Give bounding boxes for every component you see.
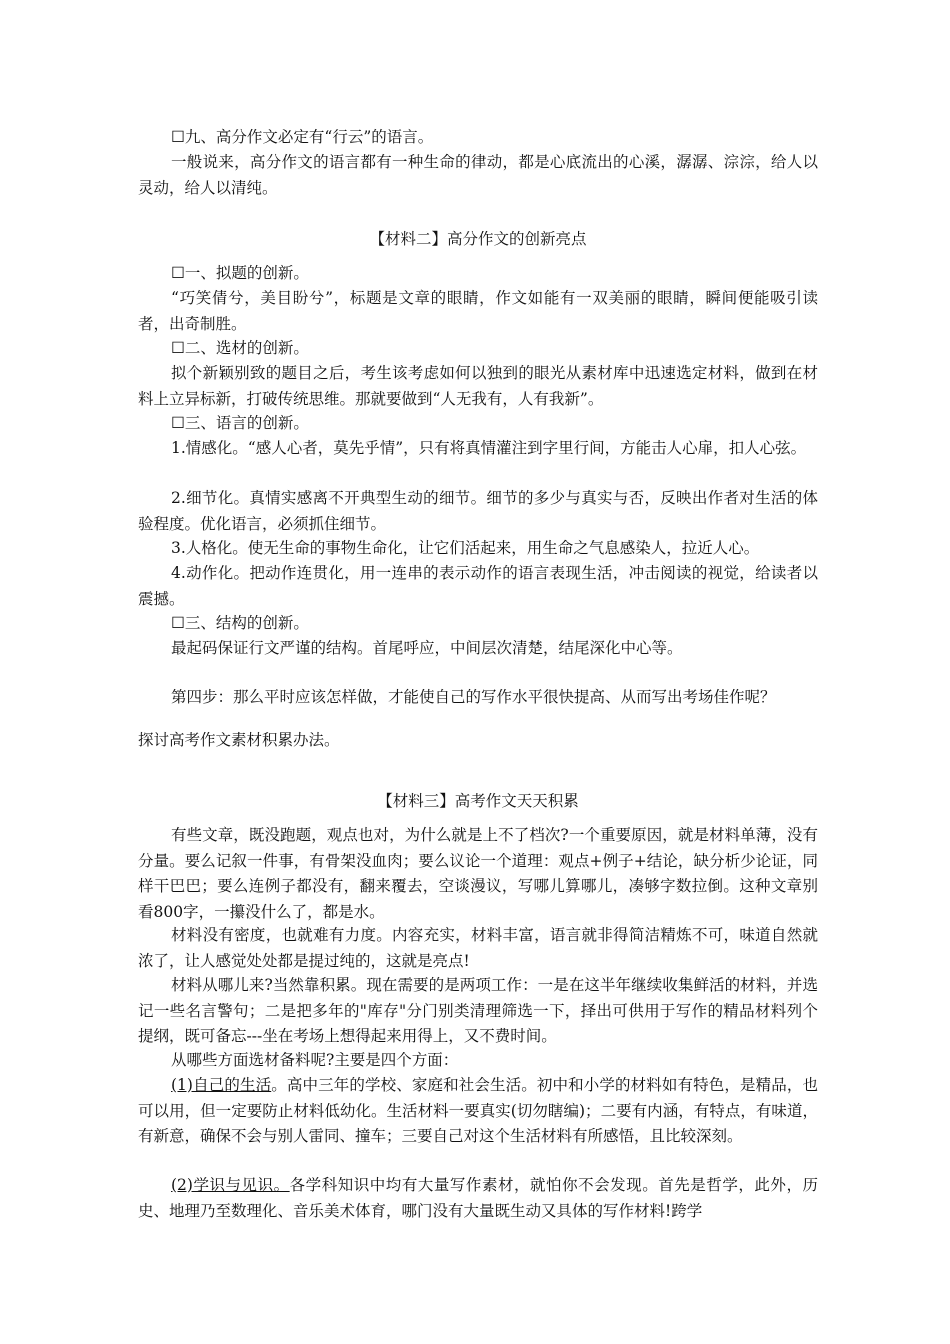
material3-para2: 材料没有密度，也就难有力度。内容充实，材料丰富，语言就非得简洁精炼不可，味道自然就浓了，让人感觉处处都是提过纯的，这就是亮点! — [138, 926, 818, 970]
material2-s3-item3: 3.人格化。使无生命的事物生命化，让它们活起来，用生命之气息感染人，拉近人心。 — [171, 539, 760, 557]
material2-s3-item1: 1.情感化。“感人心者，莫先乎情”，只有将真情灌注到字里行间，方能击人心扉，扣人心弦。 — [171, 439, 807, 457]
material2-s4-title: ☐三、结构的创新。 — [171, 614, 309, 632]
point2-body: 各学科知识中均有大量写作素材，就怕你不会发现。首先是哲学，此外，历史、地理乃至数理化、音乐美术体育，哪门没有大量既生动又具体的写作材料!跨学 — [138, 1176, 818, 1220]
material3-para3: 材料从哪儿来?当然靠积累。现在需要的是两项工作：一是在这半年继续收集鲜活的材料，并选记一些名言警句；二是把多年的"库存"分门别类清理筛选一下，择出可供用于写作的精品材料列个提纲，既可备忘---坐在考场上想得起来用得上，又不费时间。 — [138, 976, 818, 1045]
material2-s3-item4: 4.动作化。把动作连贯化，用一连串的表示动作的语言表现生活，冲击阅读的视觉，给读者以震撼。 — [138, 564, 818, 608]
material3-para4: 从哪些方面选材备料呢?主要是四个方面： — [171, 1051, 459, 1069]
material2-s1-body: “巧笑倩兮，美目盼兮”，标题是文章的眼睛，作文如能有一双美丽的眼睛，瞬间便能吸引读者，出奇制胜。 — [138, 289, 818, 333]
point2-label: (2)学识与见识。 — [171, 1176, 290, 1194]
material2-s1-title: ☐一、拟题的创新。 — [171, 264, 309, 282]
material2-s3-title: ☐三、语言的创新。 — [171, 414, 309, 432]
material3-point1 — [138, 1073, 818, 1150]
point1-label: (1)自己的生活 — [171, 1076, 272, 1094]
material2-heading: 【材料二】高分作文的创新亮点 — [369, 230, 587, 248]
step4-question: 第四步：那么平时应该怎样做，才能使自己的写作水平很快提高、从而写出考场佳作呢？ — [171, 688, 776, 706]
material2-s3-item2: 2.细节化。真情实感离不开典型生动的细节。细节的多少与真实与否，反映出作者对生活的体验程度。优化语言，必须抓住细节。 — [138, 489, 818, 533]
material2-s4-body: 最起码保证行文严谨的结构。首尾呼应，中间层次清楚，结尾深化中心等。 — [171, 639, 683, 657]
material3-heading: 【材料三】高考作文天天积累 — [377, 792, 579, 810]
material2-s2-title: ☐二、选材的创新。 — [171, 339, 309, 357]
item9-body: 一般说来，高分作文的语言都有一种生命的律动，都是心底流出的心溪，潺潺、淙淙，给人以灵动，给人以清纯。 — [138, 153, 818, 197]
step4-task: 探讨高考作文素材积累办法。 — [138, 731, 340, 749]
material3-para1: 有些文章，既没跑题，观点也对，为什么就是上不了档次?一个重要原因，就是材料单薄，没有分量。要么记叙一件事，有骨架没血肉；要么议论一个道理：观点+例子+结论，缺分析少论证，同样干巴巴；要么连例子都没有，翻来覆去，空谈漫议，写哪儿算哪儿，凑够字数拉倒。这种文章别看800字，一攥没什么了，都是水。 — [138, 826, 818, 921]
material2-s2-body: 拟个新颖别致的题目之后，考生该考虑如何以独到的眼光从素材库中迅速选定材料，做到在材料上立异标新，打破传统思维。那就要做到“人无我有，人有我新”。 — [138, 364, 818, 408]
point1-body: 。高中三年的学校、家庭和社会生活。初中和小学的材料如有特色，是精品，也可以用，但一定要防止材料低幼化。生活材料一要真实(切勿瞎编)；二要有内涵，有特点，有味道，有新意，确保不会与别人雷同、撞车；三要自己对这个生活材料有所感悟，且比较深刻。 — [138, 1076, 818, 1145]
item9-title: ☐九、高分作文必定有“行云”的语言。 — [171, 128, 434, 146]
material3-point2 — [138, 1173, 818, 1224]
